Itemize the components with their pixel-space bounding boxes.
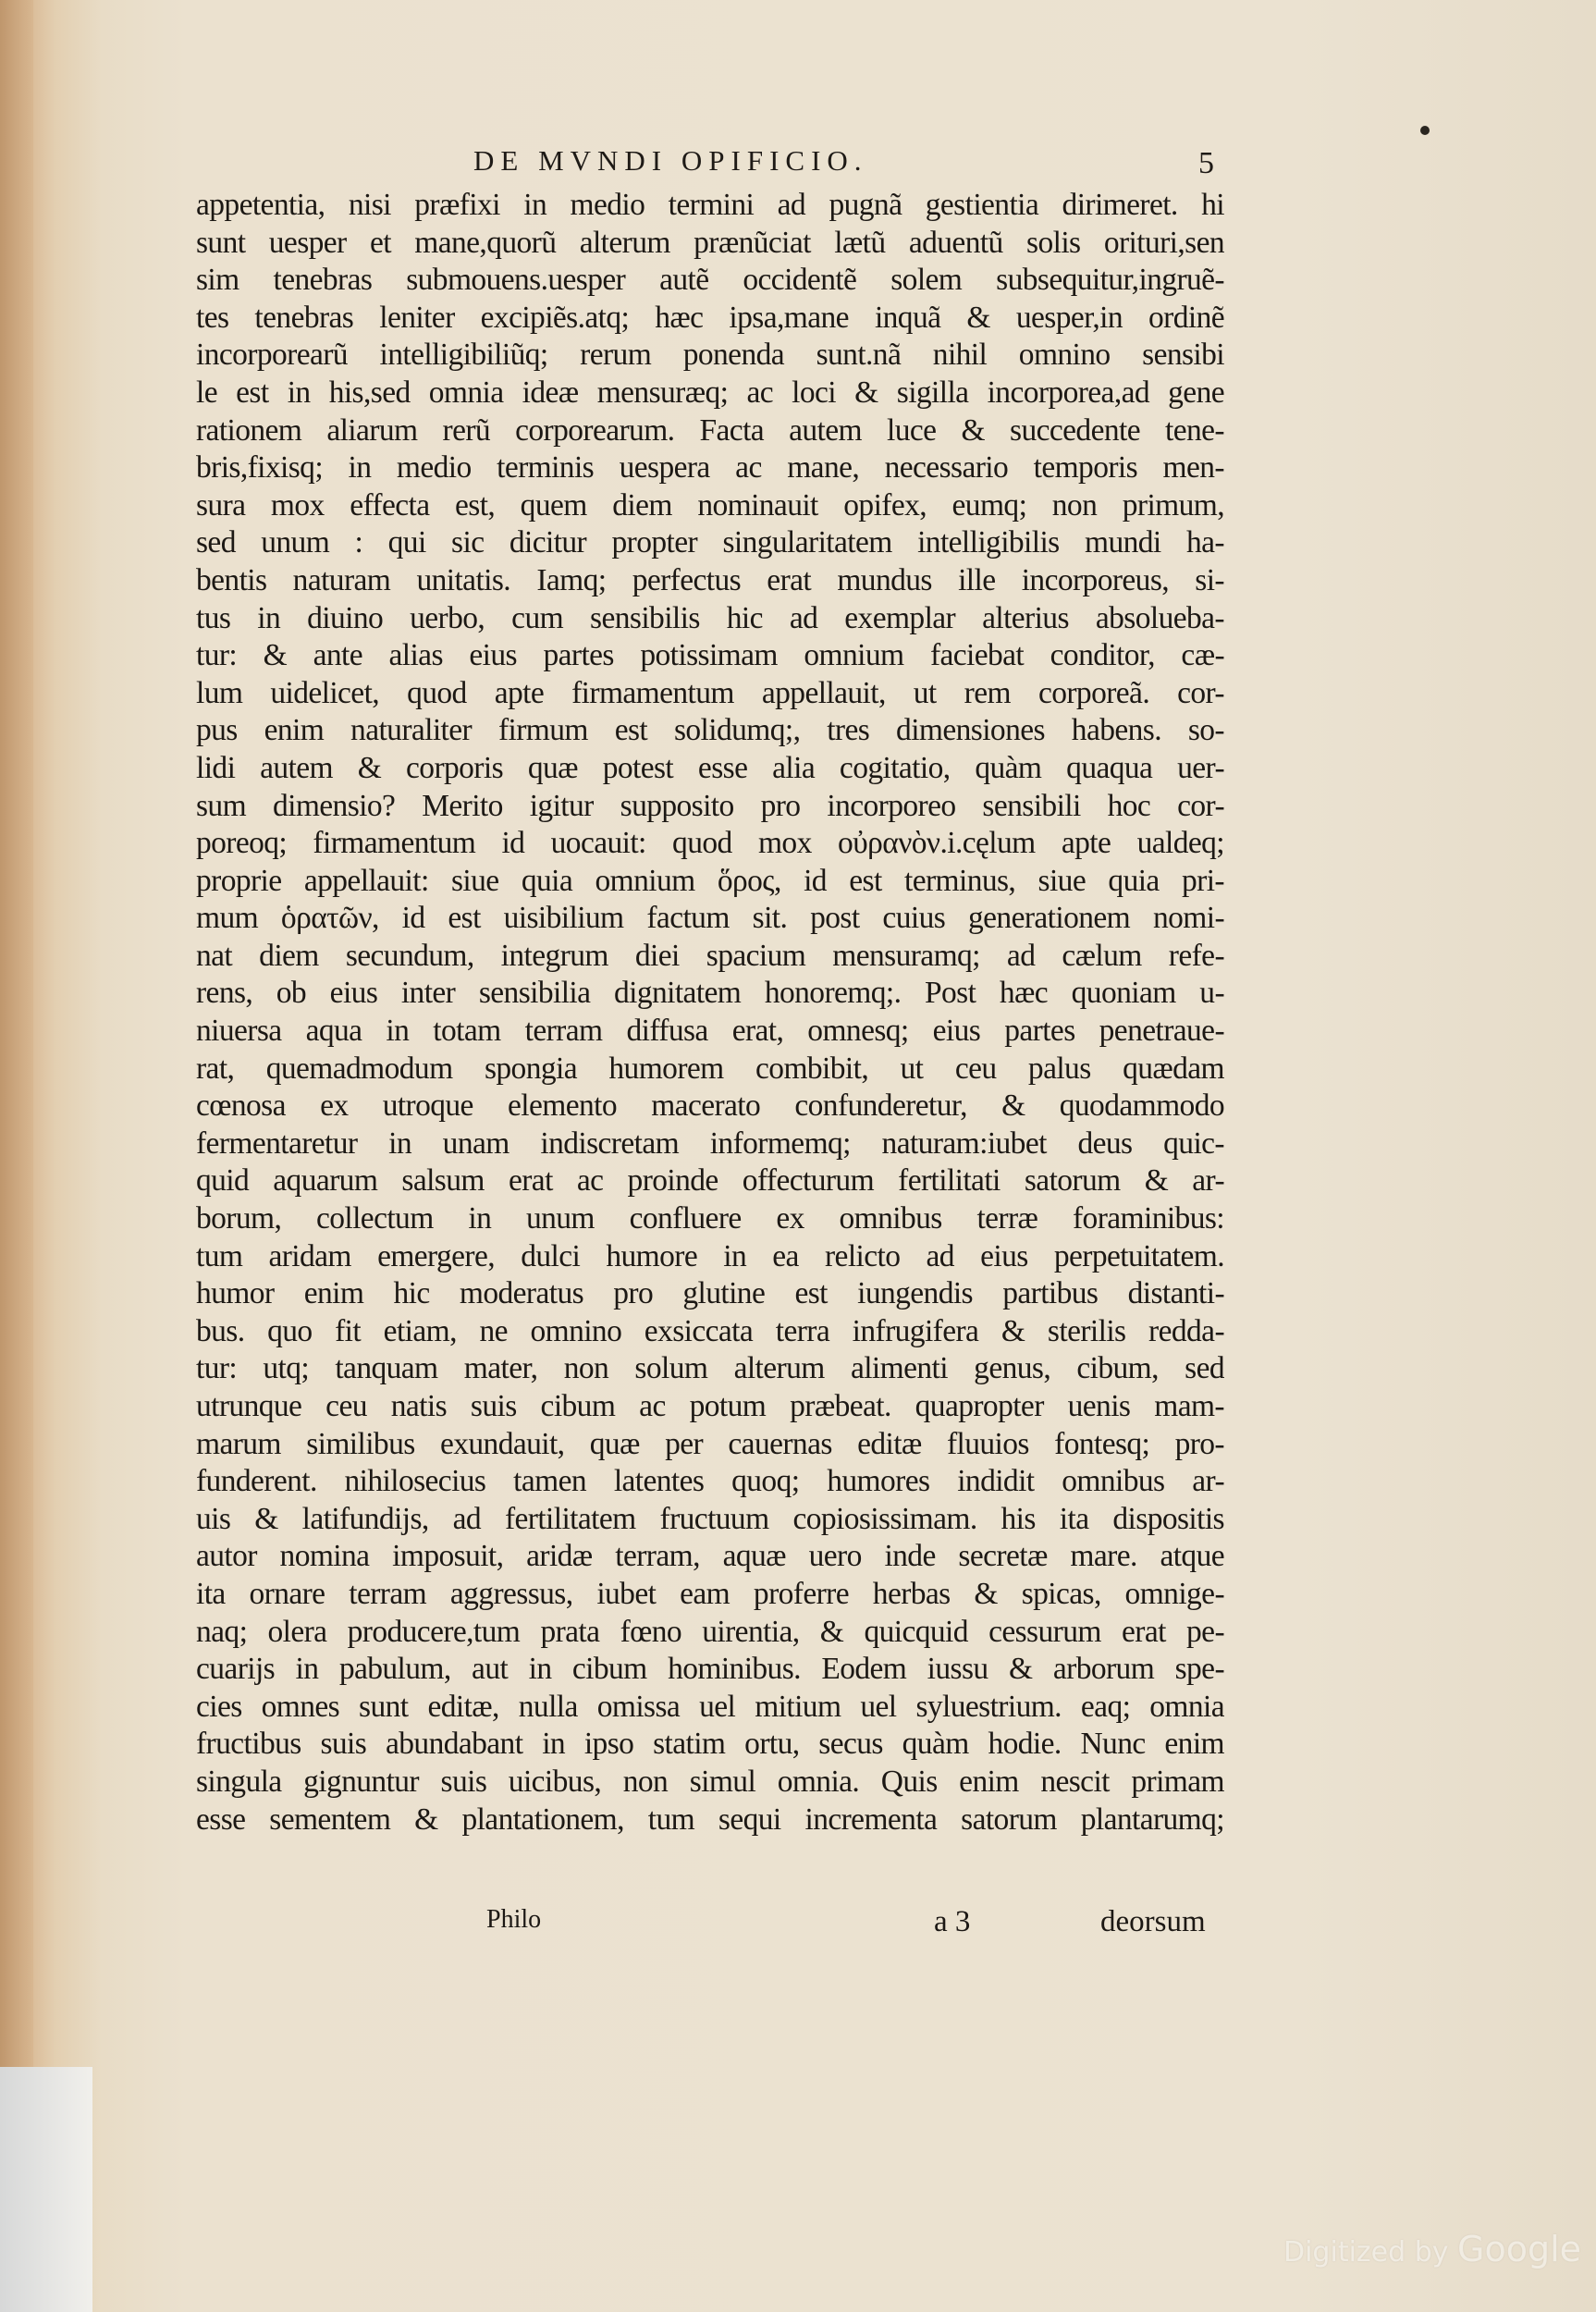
text-line: sed unum : qui sic dicitur propter singularitatem intelligibilis mundi ha- <box>196 525 1224 560</box>
text-block <box>196 187 1224 1839</box>
text-line: bentis naturam unitatis. Iamq; perfectus erat mundus ille incorporeus, si- <box>196 562 1224 597</box>
text-line: tum aridam emergere, dulci humore in ea relicto ad eius perpetuitatem. <box>196 1238 1224 1273</box>
text-line: niuersa aqua in totam terram diffusa erat, omnesq; eius partes penetraue- <box>196 1014 1224 1049</box>
text-line: esse sementem & plantationem, tum sequi incrementa satorum plantarumq; <box>196 1802 1224 1837</box>
text-line: tur: utq; tanquam mater, non solum alterum alimenti genus, cibum, sed <box>196 1351 1224 1386</box>
text-line: sunt uesper et mane,quorũ alterum prænũciat lætũ aduentũ solis orituri,sen <box>196 225 1224 260</box>
binding-gutter <box>0 0 33 2312</box>
text-line: sum dimensio? Merito igitur supposito pro incorporeo sensibili hoc cor- <box>196 788 1224 823</box>
catchword: deorsum <box>1100 1905 1206 1938</box>
text-line: humor enim hic moderatus pro glutine est iungendis partibus distanti- <box>196 1276 1224 1311</box>
text-line: bus. quo fit etiam, ne omnino exsiccata terra infrugifera & sterilis redda- <box>196 1313 1224 1348</box>
text-line: incorporearũ intelligibiliũq; rerum ponenda sunt.nã nihil omnino sensibi <box>196 338 1224 373</box>
watermark-prefix: Digitized by <box>1283 2236 1449 2269</box>
text-line: ita ornare terram aggressus, iubet eam proferre herbas & spicas, omnige- <box>196 1576 1224 1611</box>
catchline-author: Philo <box>486 1905 542 1934</box>
text-line: naq; olera producere,tum prata fœno uirentia, & quicquid cessurum erat pe- <box>196 1614 1224 1649</box>
text-line: poreoq; firmamentum id uocauit: quod mox οὐρανὸν.i.cęlum apte ualdeq; <box>196 826 1224 861</box>
text-line: mum ὁρατῶν, id est uisibilium factum sit. post cuius generationem nomi- <box>196 901 1224 936</box>
text-line: fructibus suis abundabant in ipso statim ortu, secus quàm hodie. Nunc enim <box>196 1727 1224 1762</box>
running-head: DE MVNDI OPIFICIO. <box>473 144 868 177</box>
watermark-brand: Google <box>1457 2229 1582 2269</box>
scan-corner-patch <box>0 2067 92 2312</box>
text-line: bris,fixisq; in medio terminis uespera ac mane, necessario temporis men- <box>196 450 1224 486</box>
signature-mark: a 3 <box>934 1905 971 1938</box>
text-line: cies omnes sunt editæ, nulla omissa uel mitium uel syluestrium. eaq; omnia <box>196 1689 1224 1724</box>
text-line: tes tenebras leniter excipiẽs.atq; hæc ipsa,mane inquã & uesper,in ordinẽ <box>196 300 1224 335</box>
text-line: autor nomina imposuit, aridæ terram, aquæ uero inde secretæ mare. atque <box>196 1539 1224 1574</box>
text-line: quid aquarum salsum erat ac proinde offecturum fertilitati satorum & ar- <box>196 1163 1224 1199</box>
text-line: lidi autem & corporis quæ potest esse alia cogitatio, quàm quaqua uer- <box>196 750 1224 785</box>
text-line: funderent. nihilosecius tamen latentes quoq; humores indidit omnibus ar- <box>196 1464 1224 1499</box>
text-line: uis & latifundijs, ad fertilitatem fructuum copiosissimam. his ita dispositis <box>196 1501 1224 1536</box>
text-line: rationem aliarum rerũ corporearum. Facta autem luce & succedente tene- <box>196 412 1224 448</box>
text-line: appetentia, nisi præfixi in medio termini ad pugnã gestientia dirimeret. hi <box>196 188 1224 222</box>
text-line: singula gignuntur suis uicibus, non simul omnia. Quis enim nescit primam <box>196 1764 1224 1799</box>
folio-number: 5 <box>1198 146 1214 180</box>
text-line: rat, quemadmodum spongia humorem combibit, ut ceu palus quædam <box>196 1051 1224 1086</box>
text-line: tus in diuino uerbo, cum sensibilis hic ad exemplar alterius absolueba- <box>196 600 1224 635</box>
digitized-watermark <box>1283 2229 1581 2269</box>
ink-spot <box>1420 126 1430 135</box>
text-line: lum uidelicet, quod apte firmamentum appellauit, ut rem corporeã. cor- <box>196 675 1224 710</box>
text-line: borum, collectum in unum confluere ex omnibus terræ foraminibus: <box>196 1201 1224 1236</box>
text-line: sim tenebras submouens.uesper autẽ occidentẽ solem subsequitur,ingruẽ- <box>196 263 1224 298</box>
text-line: nat diem secundum, integrum diei spacium mensuramq; ad cælum refe- <box>196 938 1224 973</box>
text-line: utrunque ceu natis suis cibum ac potum præbeat. quapropter uenis mam- <box>196 1389 1224 1423</box>
text-line: pus enim naturaliter firmum est solidumq;, tres dimensiones habens. so- <box>196 713 1224 748</box>
text-line: tur: & ante alias eius partes potissimam omnium faciebat conditor, cæ- <box>196 638 1224 673</box>
text-line: cœnosa ex utroque elemento macerato confunderetur, & quodammodo <box>196 1088 1224 1124</box>
text-line: marum similibus exundauit, quæ per cauernas editæ fluuios fontesq; pro- <box>196 1426 1224 1461</box>
text-line: rens, ob eius inter sensibilia dignitatem honoremq;. Post hæc quoniam u- <box>196 976 1224 1011</box>
text-line: fermentaretur in unam indiscretam informemq; naturam:iubet deus quic- <box>196 1125 1224 1161</box>
text-line: proprie appellauit: siue quia omnium ὅρος, id est terminus, siue quia pri- <box>196 863 1224 898</box>
text-line: sura mox effecta est, quem diem nominauit opifex, eumq; non primum, <box>196 487 1224 523</box>
text-line: le est in his,sed omnia ideæ mensuræq; ac loci & sigilla incorporea,ad gene <box>196 375 1224 410</box>
text-line: cuarijs in pabulum, aut in cibum hominibus. Eodem iussu & arborum spe- <box>196 1652 1224 1687</box>
